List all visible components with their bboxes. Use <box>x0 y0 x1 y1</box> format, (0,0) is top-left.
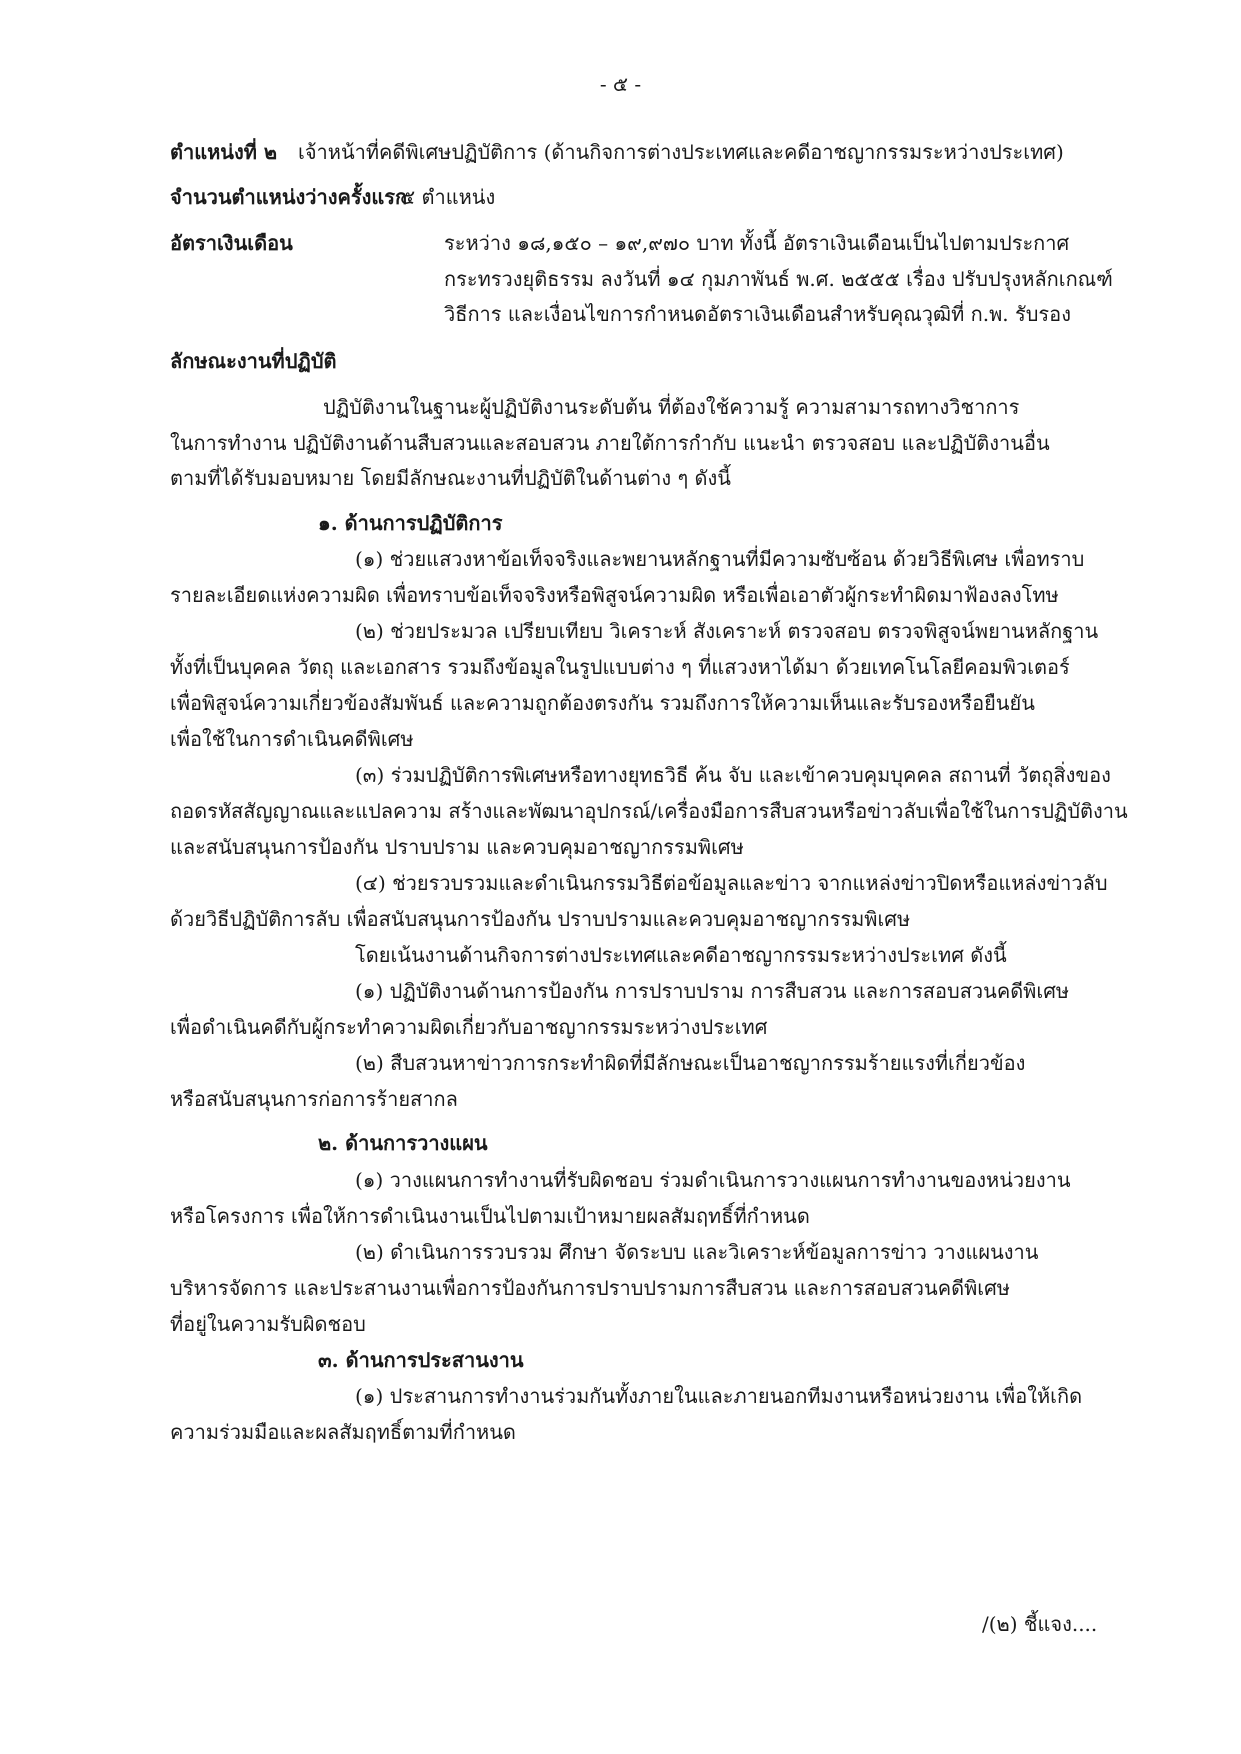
section1-line: (๓) ร่วมปฏิบัติการพิเศษหรือทางยุทธวิธี ค้น จับ และเข้าควบคุมบุคคล สถานที่ วัตถุสิ่งของ <box>355 763 1111 787</box>
continuation-note: /(๒) ชี้แจง.... <box>982 1612 1098 1636</box>
section2-heading: ๒. ด้านการวางแผน <box>318 1131 488 1155</box>
position-label: ตำแหน่งที่ ๒ <box>170 140 278 164</box>
vacancy-label: จำนวนตำแหน่งว่างครั้งแรก <box>170 185 408 209</box>
section1-line: เพื่อพิสูจน์ความเกี่ยวข้องสัมพันธ์ และความถูกต้องตรงกัน รวมถึงการให้ความเห็นและรับรองหรือยืนยัน <box>170 691 1035 715</box>
section1-line: (๑) ช่วยแสวงหาข้อเท็จจริงและพยานหลักฐานที่มีความซับซ้อน ด้วยวิธีพิเศษ เพื่อทราบ <box>355 547 1085 571</box>
page-number: - ๕ - <box>599 72 642 96</box>
salary-line: ระหว่าง ๑๘,๑๕๐ – ๑๙,๙๗๐ บาท ทั้งนี้ อัตราเงินเดือนเป็นไปตามประกาศ <box>444 231 1070 255</box>
duties-heading: ลักษณะงานที่ปฏิบัติ <box>170 349 337 373</box>
section2-line: บริหารจัดการ และประสานงานเพื่อการป้องกันการปราบปรามการสืบสวน และการสอบสวนคดีพิเศษ <box>170 1276 1010 1300</box>
section2-line: ที่อยู่ในความรับผิดชอบ <box>170 1312 366 1336</box>
vacancy-row <box>170 182 1130 212</box>
position-title: เจ้าหน้าที่คดีพิเศษปฏิบัติการ (ด้านกิจการต่างประเทศและคดีอาชญากรรมระหว่างประเทศ) <box>298 140 1064 164</box>
section1-line: (๒) สืบสวนหาข่าวการกระทำผิดที่มีลักษณะเป็นอาชญากรรมร้ายแรงที่เกี่ยวข้อง <box>355 1051 1026 1075</box>
vacancy-value: ๕ ตำแหน่ง <box>400 185 496 209</box>
section2-line: (๑) วางแผนการทำงานที่รับผิดชอบ ร่วมดำเนินการวางแผนการทำงานของหน่วยงาน <box>355 1168 1071 1192</box>
section1-line: เพื่อใช้ในการดำเนินคดีพิเศษ <box>170 727 414 751</box>
section1-heading: ๑. ด้านการปฏิบัติการ <box>318 511 503 535</box>
intro-line: ปฏิบัติงานในฐานะผู้ปฏิบัติงานระดับต้น ที่ต้องใช้ความรู้ ความสามารถทางวิชาการ <box>323 395 1020 419</box>
intro-line: ในการทำงาน ปฏิบัติงานด้านสืบสวนและสอบสวน ภายใต้การกำกับ แนะนำ ตรวจสอบ และปฏิบัติงานอื่น <box>170 431 1050 455</box>
section3-line: (๑) ประสานการทำงานร่วมกันทั้งภายในและภายนอกทีมงานหรือหน่วยงาน เพื่อให้เกิด <box>355 1384 1083 1408</box>
salary-line: วิธีการ และเงื่อนไขการกำหนดอัตราเงินเดือนสำหรับคุณวุฒิที่ ก.พ. รับรอง <box>444 302 1071 326</box>
section2-line: (๒) ดำเนินการรวบรวม ศึกษา จัดระบบ และวิเคราะห์ข้อมูลการข่าว วางแผนงาน <box>355 1240 1039 1264</box>
section1-line: (๔) ช่วยรวบรวมและดำเนินกรรมวิธีต่อข้อมูลและข่าว จากแหล่งข่าวปิดหรือแหล่งข่าวลับ <box>355 871 1108 895</box>
section1-line: เพื่อดำเนินคดีกับผู้กระทำความผิดเกี่ยวกับอาชญากรรมระหว่างประเทศ <box>170 1015 768 1039</box>
salary-line: กระทรวงยุติธรรม ลงวันที่ ๑๔ กุมภาพันธ์ พ.ศ. ๒๕๕๕ เรื่อง ปรับปรุงหลักเกณฑ์ <box>444 267 1113 291</box>
section3-heading: ๓. ด้านการประสานงาน <box>318 1348 524 1372</box>
section3-line: ความร่วมมือและผลสัมฤทธิ์ตามที่กำหนด <box>170 1420 516 1444</box>
position-row <box>170 137 1130 167</box>
section2-line: หรือโครงการ เพื่อให้การดำเนินงานเป็นไปตามเป้าหมายผลสัมฤทธิ์ที่กำหนด <box>170 1204 810 1228</box>
section1-line: ถอดรหัสสัญญาณและแปลความ สร้างและพัฒนาอุปกรณ์/เครื่องมือการสืบสวนหรือข่าวลับเพื่อใช้ในการปฏิบัติงาน <box>170 799 1128 823</box>
section1-line: รายละเอียดแห่งความผิด เพื่อทราบข้อเท็จจริงหรือพิสูจน์ความผิด หรือเพื่อเอาตัวผู้กระทำผิดมาฟ้องลงโทษ <box>170 583 1059 607</box>
section1-line: (๑) ปฏิบัติงานด้านการป้องกัน การปราบปราม การสืบสวน และการสอบสวนคดีพิเศษ <box>355 979 1070 1003</box>
salary-label: อัตราเงินเดือน <box>170 231 293 255</box>
section1-line: โดยเน้นงานด้านกิจการต่างประเทศและคดีอาชญากรรมระหว่างประเทศ ดังนี้ <box>355 943 1007 967</box>
section1-line: และสนับสนุนการป้องกัน ปราบปราม และควบคุมอาชญากรรมพิเศษ <box>170 835 744 859</box>
section1-line: ด้วยวิธีปฏิบัติการลับ เพื่อสนับสนุนการป้องกัน ปราบปรามและควบคุมอาชญากรรมพิเศษ <box>170 907 911 931</box>
section1-line: (๒) ช่วยประมวล เปรียบเทียบ วิเคราะห์ สังเคราะห์ ตรวจสอบ ตรวจพิสูจน์พยานหลักฐาน <box>355 619 1099 643</box>
section1-line: หรือสนับสนุนการก่อการร้ายสากล <box>170 1087 458 1111</box>
section1-line: ทั้งที่เป็นบุคคล วัตถุ และเอกสาร รวมถึงข้อมูลในรูปแบบต่าง ๆ ที่แสวงหาได้มา ด้วยเทคโนโลยีคอมพิวเตอร์ <box>170 655 1070 679</box>
intro-line: ตามที่ได้รับมอบหมาย โดยมีลักษณะงานที่ปฏิบัติในด้านต่าง ๆ ดังนี้ <box>170 466 731 490</box>
